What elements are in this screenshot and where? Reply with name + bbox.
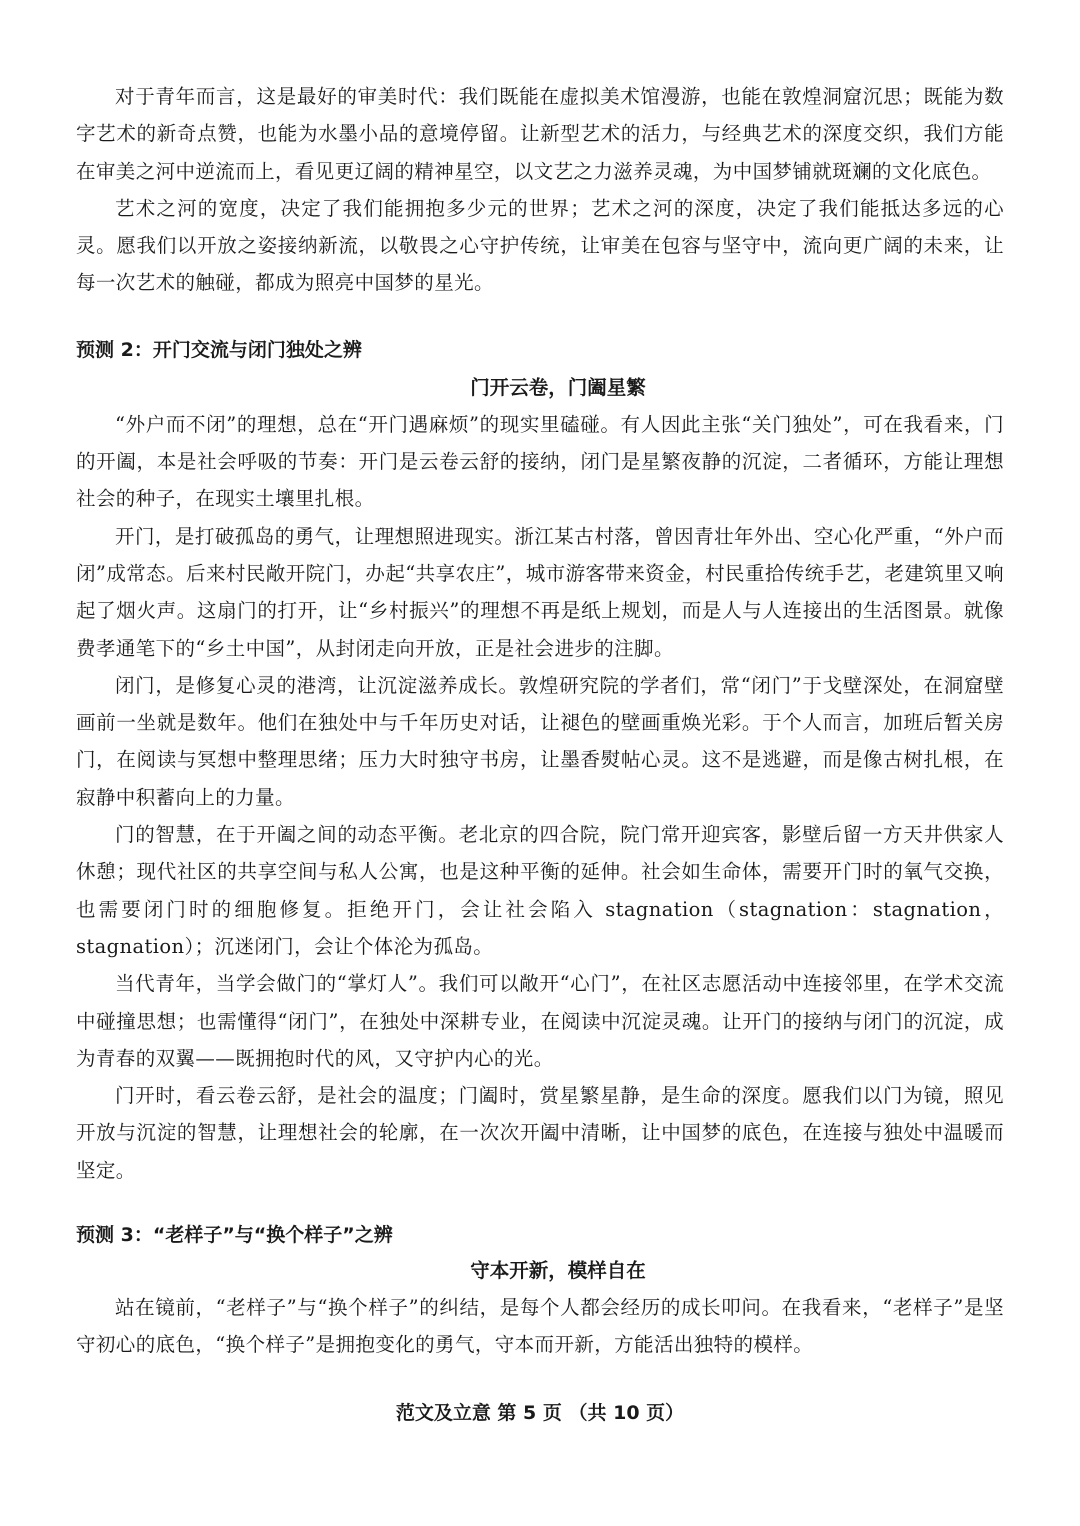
paragraph: 当代青年，当学会做门的“掌灯人”。我们可以敞开“心门”，在社区志愿活动中连接邻里，在学术交流中碰撞思想；也需懂得“闭门”，在独处中深耕专业，在阅读中沉淀灵魂。让开门的接纳与闭门的沉淀，成为青春的双翼——既拥抱时代的风，又守护内心的光。 xyxy=(76,972,1004,1070)
section-2 xyxy=(76,334,1004,1189)
paragraph: 艺术之河的宽度，决定了我们能拥抱多少元的世界；艺术之河的深度，决定了我们能抵达多远的心灵。愿我们以开放之姿接纳新流，以敬畏之心守护传统，让审美在包容与坚守中，流向更广阔的未来，让每一次艺术的触碰，都成为照亮中国梦的星光。 xyxy=(76,196,1004,295)
paragraph: 门的智慧，在于开阖之间的动态平衡。老北京的四合院，院门常开迎宾客，影壁后留一方天井供家人休憩；现代社区的共享空间与私人公寓，也是这种平衡的延伸。社会如生命体，需要开门时的氧气交换，也需要闭门时的细胞修复。拒绝开门，会让社会陷入 stagnation（stagnation：stagnation，stagnation）；沉迷闭门，会让个体沦为孤岛。 xyxy=(76,823,1004,958)
essay-title: 门开云卷，门阖星繁 xyxy=(470,375,646,399)
section-heading: 预测 3：“老样子”与“换个样子”之辨 xyxy=(76,1224,393,1247)
section-heading: 预测 2：开门交流与闭门独处之辨 xyxy=(76,338,362,361)
paragraph: 开门，是打破孤岛的勇气，让理想照进现实。浙江某古村落，曾因青壮年外出、空心化严重，“外户而闭”成常态。后来村民敞开院门，办起“共享农庄”，城市游客带来资金，村民重拾传统手艺，老建筑里又响起了烟火声。这扇门的打开，让“乡村振兴”的理想不再是纸上规划，而是人与人连接出的生活图景。就像费孝通笔下的“乡土中国”，从封闭走向开放，正是社会进步的注脚。 xyxy=(76,524,1004,660)
section-3 xyxy=(76,1219,1004,1364)
paragraph: “外户而不闭”的理想，总在“开门遇麻烦”的现实里磕碰。有人因此主张“关门独处”，可在我看来，门的开阖，本是社会呼吸的节奏：开门是云卷云舒的接纳，闭门是星繁夜静的沉淀，二者循环，方能让理想社会的种子，在现实土壤里扎根。 xyxy=(76,412,1004,511)
paragraph: 门开时，看云卷云舒，是社会的温度；门阖时，赏星繁星静，是生命的深度。愿我们以门为镜，照见开放与沉淀的智慧，让理想社会的轮廓，在一次次开阖中清晰，让中国梦的底色，在连接与独处中温暖而坚定。 xyxy=(76,1084,1004,1182)
paragraph: 对于青年而言，这是最好的审美时代：我们既能在虚拟美术馆漫游，也能在敦煌洞窟沉思；既能为数字艺术的新奇点赞，也能为水墨小品的意境停留。让新型艺术的活力，与经典艺术的深度交织，我们方能在审美之河中逆流而上，看见更辽阔的精神星空，以文艺之力滋养灵魂，为中国梦铺就斑斓的文化底色。 xyxy=(76,85,1004,183)
essay-title: 守本开新，模样自在 xyxy=(470,1259,646,1283)
paragraph: 站在镜前，“老样子”与“换个样子”的纠结，是每个人都会经历的成长叩问。在我看来，“老样子”是坚守初心的底色，“换个样子”是拥抱变化的勇气，守本而开新，方能活出独特的模样。 xyxy=(76,1296,1004,1357)
section-1-essay-ending xyxy=(76,78,1004,302)
page-footer: 范文及立意 第 5 页 （共 10 页） xyxy=(395,1402,685,1424)
paragraph: 闭门，是修复心灵的港湾，让沉淀滋养成长。敦煌研究院的学者们，常“闭门”于戈壁深处，在洞窟壁画前一坐就是数年。他们在独处中与千年历史对话，让褪色的壁画重焕光彩。于个人而言，加班后暂关房门，在阅读与冥想中整理思绪；压力大时独守书房，让墨香熨帖心灵。这不是逃避，而是像古树扎根，在寂静中积蓄向上的力量。 xyxy=(76,673,1004,809)
